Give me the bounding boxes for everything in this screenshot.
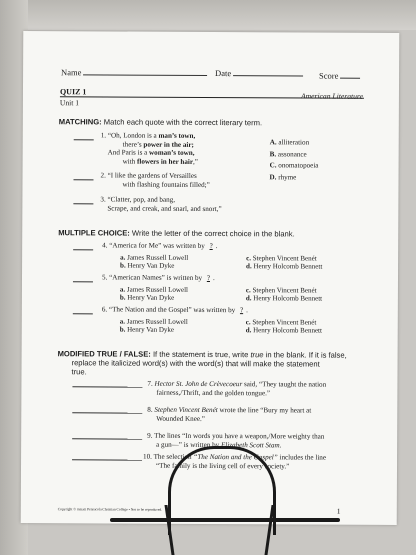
answer-blank-10[interactable] <box>72 459 142 460</box>
matching-heading: MATCHING: Match each quote with the correct literary term. <box>58 117 263 128</box>
answer-blank-8[interactable] <box>72 412 142 413</box>
answer-blank-4[interactable] <box>73 249 93 250</box>
unit-label: Unit 1 <box>59 98 80 108</box>
stand-ledge <box>110 518 340 522</box>
question-6-options-right: c. Stephen Vincent Benét d. Henry Holcomb Bennett <box>245 318 322 335</box>
choice-b: B. assonance <box>269 149 307 159</box>
answer-blank-9[interactable] <box>72 438 142 439</box>
question-8: 8. Stephen Vincent Benét wrote the line “Bury my heart at Wounded Knee.” <box>147 405 312 423</box>
choice-a: A. alliteration <box>269 138 310 147</box>
score-label: Score <box>319 70 339 81</box>
choice-c: C. onomatopoeia <box>269 161 319 170</box>
date-field[interactable] <box>215 68 303 78</box>
course-title: American Literature <box>300 91 363 101</box>
date-label: Date <box>215 68 232 79</box>
answer-blank-6[interactable] <box>73 313 93 314</box>
answer-blank-2[interactable] <box>74 179 94 180</box>
matching-choices <box>269 137 318 184</box>
question-9: 9. The lines “In words you have a weapon,/More weighty than a gun—” is written by Elizabeth Scott Stam. <box>147 431 325 449</box>
question-6-options-left: a. James Russell Lowell b. Henry Van Dyke <box>119 317 188 334</box>
question-2: 2. “I like the gardens of Versailles with flashing fountains filled;” <box>100 171 210 189</box>
question-10: 10. The selection “The Nation and the Gospel” includes the line “The family is the living cell of every society.” <box>143 452 327 471</box>
question-7: 7. Hector St. John de Crèvecoeur said, “They taught the nation fairness,/Thrift, and the golden tongue.” <box>147 379 327 397</box>
question-4: 4. “America for Me” was written by ? . <box>102 241 218 251</box>
question-5: 5. “American Names” is written by ? . <box>101 273 215 283</box>
question-5-options-left: a. James Russell Lowell b. Henry Van Dyke <box>119 285 189 302</box>
header-rule <box>60 96 364 99</box>
answer-blank-7[interactable] <box>72 386 142 387</box>
question-5-options-right: c. Stephen Vincent Benét d. Henry Holcomb Bennett <box>245 286 323 303</box>
date-line <box>233 75 303 76</box>
question-6: 6. “The Nation and the Gospel” was written by ? . <box>101 305 248 315</box>
choice-d: D. rhyme <box>269 173 297 182</box>
question-1: 1. “Oh, London is a man’s town, there’s power in the air; And Paris is a woman’s town, with flowers in her hair,” <box>100 131 198 166</box>
question-4-options-right: c. Stephen Vincent Benét d. Henry Holcomb Bennett <box>246 254 323 271</box>
true-false-heading: MODIFIED TRUE / FALSE: If the statement is true, write true in the blank. If it is false, replace the italicized word(s) with the word(s) that will make the statement true. <box>57 349 347 377</box>
question-4-options-left: a. James Russell Lowell b. Henry Van Dyke <box>120 253 189 270</box>
question-3: 3. “Clatter, pop, and bang, Scrape, and creak, and snarl, and snort,” <box>100 195 222 213</box>
quiz-title: QUIZ 1 <box>59 87 87 97</box>
score-field[interactable] <box>319 71 361 81</box>
copyright: Copyright © mmxii Pensacola Christian College • Not to be reproduced. <box>57 507 163 512</box>
name-label: Name <box>61 67 82 78</box>
name-line <box>83 74 207 76</box>
background-top <box>0 0 416 30</box>
answer-blank-3[interactable] <box>73 203 93 204</box>
answer-blank-5[interactable] <box>73 281 93 282</box>
answer-blank-1[interactable] <box>74 139 94 140</box>
score-line <box>341 78 361 79</box>
page-number: 1 <box>336 506 341 516</box>
multiple-choice-heading: MULTIPLE CHOICE: Write the letter of the correct choice in the blank. <box>58 228 295 239</box>
name-field[interactable] <box>61 67 207 78</box>
